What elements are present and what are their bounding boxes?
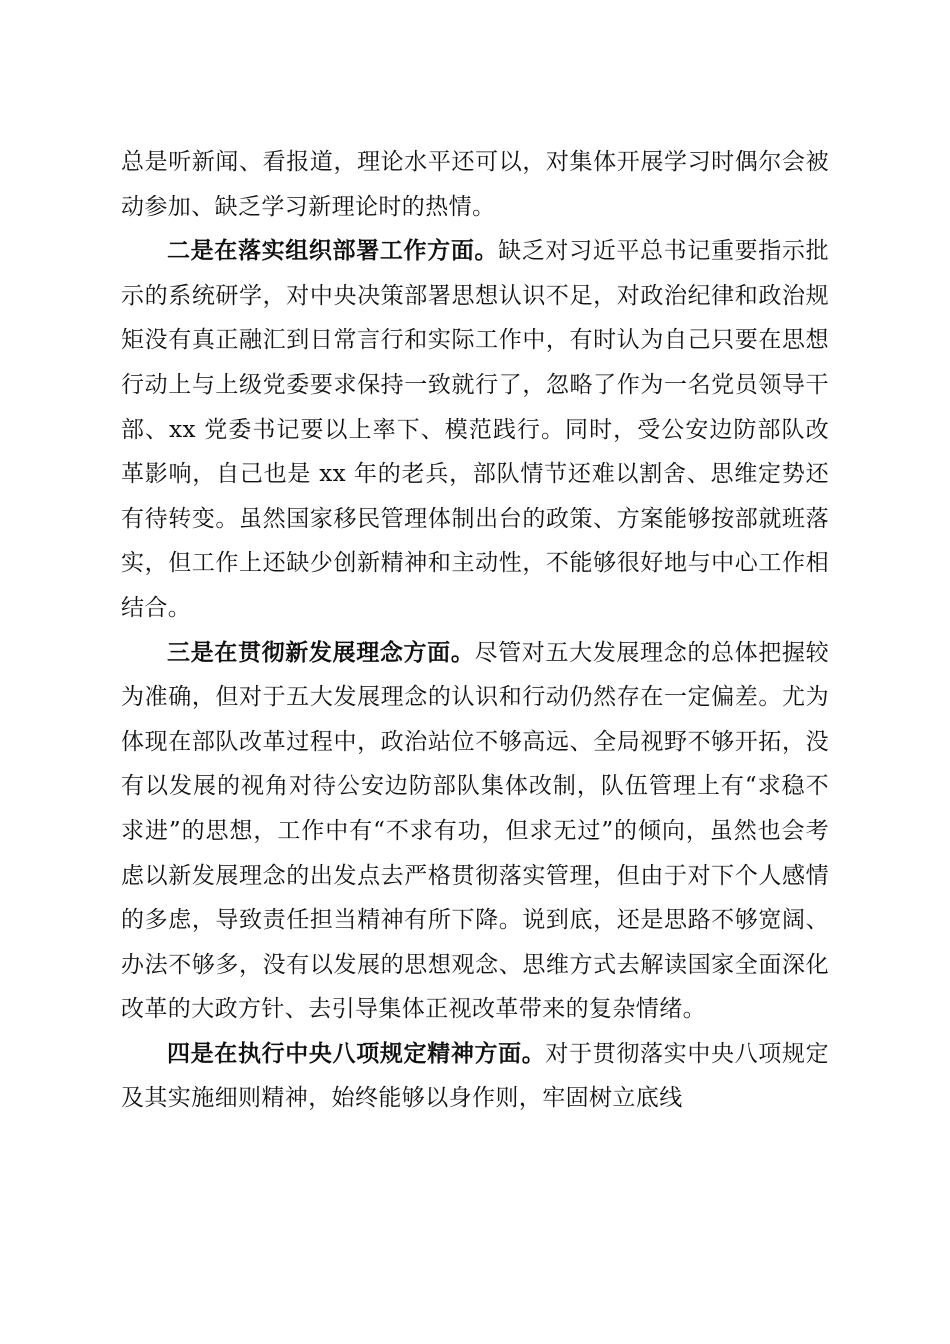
paragraph-continuation [121, 140, 829, 229]
paragraph-body: 缺乏对习近平总书记重要指示批示的系统研学，对中央决策部署思想认识不足，对政治纪律和政治规矩没有真正融汇到日常言行和实际工作中，有时认为自己只要在思想行动上与上级党委要求保持一致就行了，忽略了作为一名党员领导干部、xx 党委书记要以上率下、模范践行。同时，受公安边防部队改革影响，自己也是 xx 年的老兵，部队情节还难以割舍、思维定势还有待转变。虽然国家移民管理体制出台的政策、方案能够按部就班落实，但工作上还缺少创新精神和主动性，不能够很好地与中心工作相结合。 [121, 238, 829, 621]
paragraph-body: 总是听新闻、看报道，理论水平还可以，对集体开展学习时偶尔会被动参加、缺乏学习新理论时的热情。 [121, 149, 829, 220]
paragraph-body: 尽管对五大发展理念的总体把握较为准确，但对于五大发展理念的认识和行动仍然存在一定偏差。尤为体现在部队改革过程中，政治站位不够高远、全局视野不够开拓，没有以发展的视角对待公安边防部队集体改制，队伍管理上有“求稳不求进”的思想，工作中有“不求有功，但求无过”的倾向，虽然也会考虑以新发展理念的出发点去严格贯彻落实管理，但由于对下个人感情的多虑，导致责任担当精神有所下降。说到底，还是思路不够宽阔、办法不够多，没有以发展的思想观念、思维方式去解读国家全面深化改革的大政方针、去引导集体正视改革带来的复杂情绪。 [121, 639, 830, 1023]
document-body [121, 140, 829, 1121]
paragraph-body: 对于贯彻落实中央八项规定及其实施细则精神，始终能够以身作则，牢固树立底线 [121, 1040, 829, 1112]
paragraph-heading: 四是在执行中央八项规定精神方面。 [167, 1039, 546, 1067]
paragraph-organization-deployment [121, 229, 829, 630]
paragraph-heading: 三是在贯彻新发展理念方面。 [167, 638, 475, 666]
paragraph-eight-regulations [121, 1032, 829, 1121]
paragraph-development-concept [121, 631, 829, 1032]
paragraph-heading: 二是在落实组织部署工作方面。 [167, 237, 499, 265]
